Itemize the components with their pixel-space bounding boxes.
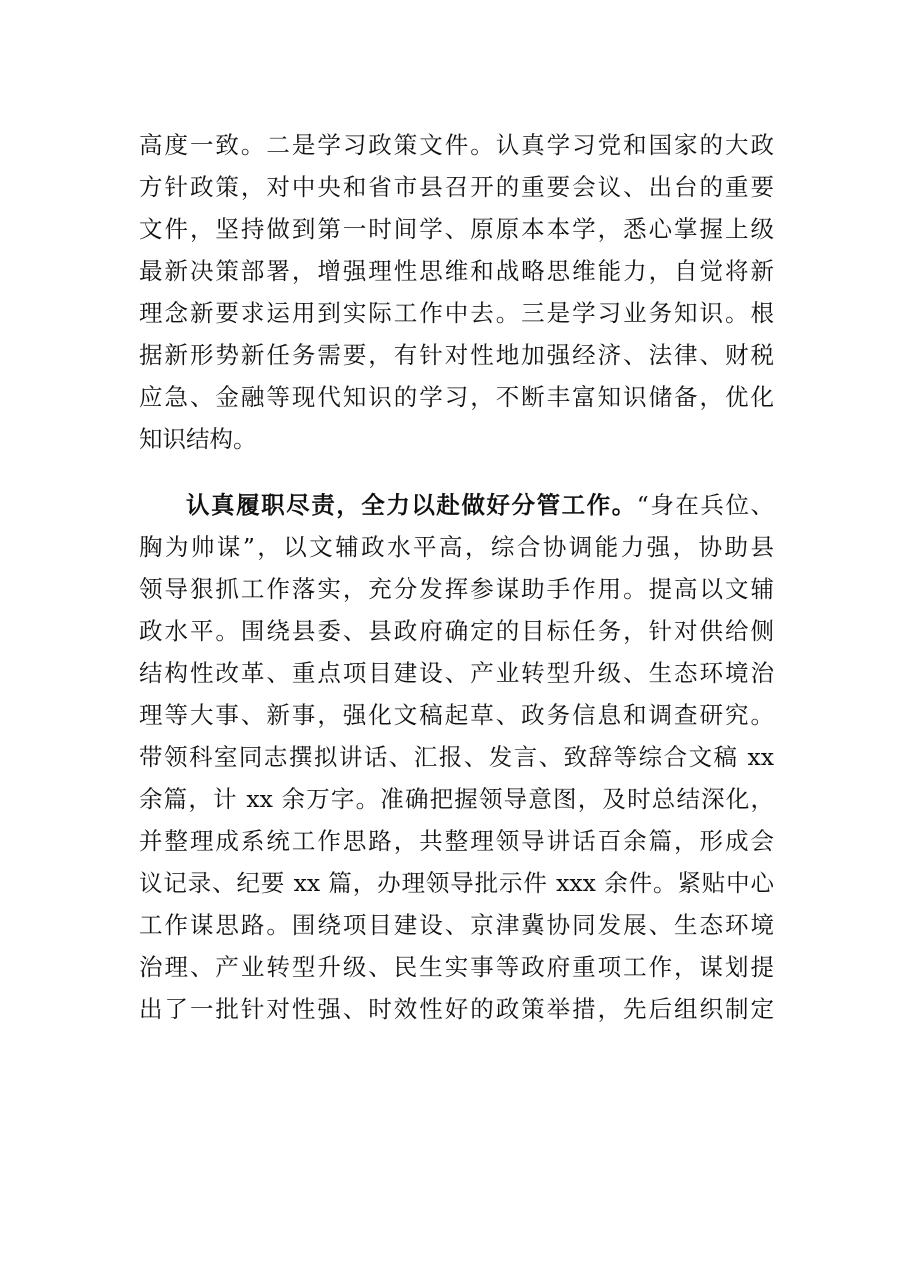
- text-line: 政水平。围绕县委、县政府确定的目标任务，针对供给侧: [139, 617, 774, 645]
- text-line: 余篇，计 xx 余万字。准确把握领导意图，及时总结深化，: [139, 785, 774, 813]
- text-line: 胸为帅谋”，以文辅政水平高，综合协调能力强，协助县: [139, 533, 774, 561]
- text-line: 文件，坚持做到第一时间学、原原本本学，悉心掌握上级: [139, 215, 774, 243]
- text-line: 出了一批针对性强、时效性好的政策举措，先后组织制定: [139, 995, 774, 1023]
- paragraph-1: [139, 124, 774, 460]
- text-line: 应急、金融等现代知识的学习，不断丰富知识储备，优化: [139, 383, 774, 411]
- text-line: 方针政策，对中央和省市县召开的重要会议、出台的重要: [139, 173, 774, 201]
- text-line: 议记录、纪要 xx 篇，办理领导批示件 xxx 余件。紧贴中心: [139, 869, 774, 897]
- text-line: 知识结构。: [139, 425, 257, 453]
- text-line: 理等大事、新事，强化文稿起草、政务信息和调查研究。: [139, 701, 774, 729]
- text-line: 带领科室同志撰拟讲话、汇报、发言、致辞等综合文稿 xx: [139, 743, 774, 771]
- text-line: 领导狠抓工作落实，充分发挥参谋助手作用。提高以文辅: [139, 575, 774, 603]
- text-line: 并整理成系统工作思路，共整理领导讲话百余篇，形成会: [139, 827, 774, 855]
- text-line: 高度一致。二是学习政策文件。认真学习党和国家的大政: [139, 131, 774, 159]
- paragraph-2-first-line: [139, 484, 774, 526]
- text-line: 结构性改革、重点项目建设、产业转型升级、生态环境治: [139, 659, 774, 687]
- paragraph-2: [139, 484, 774, 1030]
- text-line: 理念新要求运用到实际工作中去。三是学习业务知识。根: [139, 299, 774, 327]
- document-body: [139, 124, 774, 1030]
- section-heading: 认真履职尽责，全力以赴做好分管工作。: [186, 491, 637, 519]
- text-line: 据新形势新任务需要，有针对性地加强经济、法律、财税: [139, 341, 774, 369]
- text-line: 治理、产业转型升级、民生实事等政府重项工作，谋划提: [139, 953, 774, 981]
- text-line: 最新决策部署，增强理性思维和战略思维能力，自觉将新: [139, 257, 774, 285]
- text-line: 工作谋思路。围绕项目建设、京津冀协同发展、生态环境: [139, 911, 774, 939]
- paragraph-spacer: [139, 460, 774, 484]
- heading-continuation: “身在兵位、: [636, 491, 774, 519]
